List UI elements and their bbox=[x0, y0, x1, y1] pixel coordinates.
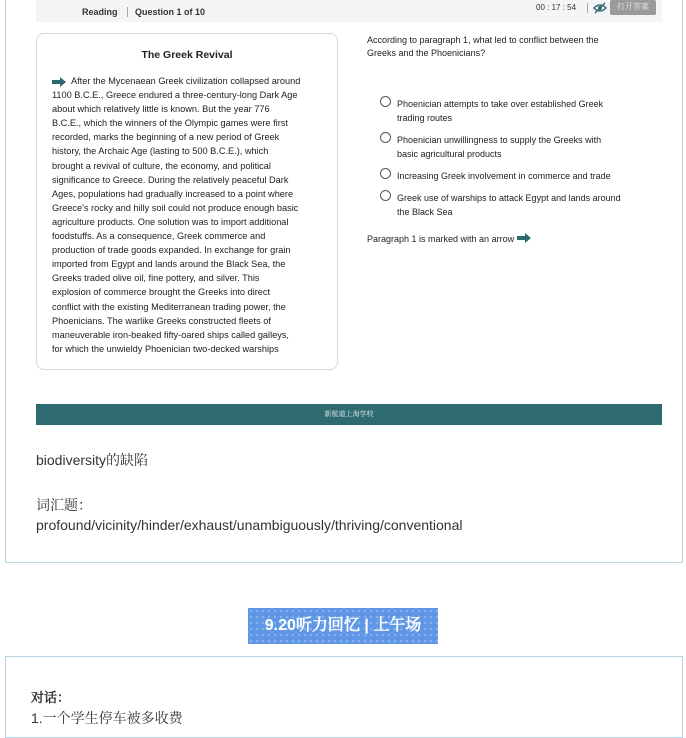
exam-screenshot bbox=[36, 0, 662, 418]
banner-title: 9.20听力回忆 | 上午场 bbox=[264, 617, 422, 634]
passage-body: After the Mycenaean Greek civilization collapsed around 1100 B.C.E., Greece endured a three-century-long Dark Age about which relatively little is known. But the year 776 B.C.E., which the winners of the Olympic games were first recorded, marks the beginning of a new period of Greek history, the Archaic Age (lasting to 500 B.C.E.), which brought a revival of culture, the economy, and political significance to Greece. During the relatively peaceful Dark Ages, populations had gradually increased to a point where Greece's rocky and hilly soil could not produce enough basic agriculture products. One solution was to import additional foodstuffs. As a consequence, Greek commerce and production of trade goods expanded. In exchange for grain imported from Egypt and lands around the Black Sea, the Greeks traded olive oil, fine pottery, and silver. This explosion of commerce brought the Greeks into direct conflict with the existing Mediterranean trading power, the Phoenicians. The warlike Greeks constructed fleets of maneuverable iron-beaked fifty-oared ships called galleys, for which the unwieldy Phoenician two-decked warships bbox=[52, 76, 301, 354]
watermark-footer-bar: 新航道上海学校 bbox=[36, 404, 662, 425]
exam-top-bar bbox=[36, 0, 662, 22]
answer-option-b[interactable] bbox=[380, 132, 650, 162]
question-counter: Question 1 of 10 bbox=[135, 7, 206, 17]
open-answer-button[interactable]: 打开答案 bbox=[610, 0, 656, 15]
paragraph-note bbox=[367, 233, 531, 244]
option-label: Phoenician attempts to take over established Greek trading routes bbox=[397, 99, 604, 124]
paragraph-note-text: Paragraph 1 is marked with an arrow bbox=[367, 234, 515, 244]
divider bbox=[587, 3, 588, 13]
radio-button[interactable] bbox=[380, 96, 391, 107]
answer-option-a[interactable] bbox=[380, 96, 650, 126]
dialogue-heading: 对话： bbox=[31, 690, 71, 705]
section-banner bbox=[248, 608, 438, 644]
arrow-icon bbox=[517, 233, 531, 243]
hide-timer-icon[interactable] bbox=[593, 2, 607, 14]
passage-text bbox=[52, 74, 336, 356]
timer: 00 : 17 : 54 bbox=[536, 3, 577, 12]
article-card-listening bbox=[5, 656, 683, 738]
answer-option-d[interactable] bbox=[380, 190, 650, 220]
topic-text: biodiversity的缺陷 bbox=[36, 452, 149, 468]
radio-button[interactable] bbox=[380, 132, 391, 143]
option-label: Increasing Greek involvement in commerce and trade bbox=[397, 171, 611, 181]
radio-button[interactable] bbox=[380, 190, 391, 201]
article-card bbox=[5, 0, 683, 563]
radio-button[interactable] bbox=[380, 168, 391, 179]
passage-panel[interactable] bbox=[36, 33, 338, 370]
dialogue-item: 1.一个学生停车被多收费 bbox=[31, 710, 183, 726]
option-label: Phoenician unwillingness to supply the Greeks with basic agricultural products bbox=[397, 135, 602, 160]
passage-title: The Greek Revival bbox=[141, 49, 233, 61]
vocab-heading: 词汇题： bbox=[36, 497, 92, 513]
section-label: Reading bbox=[82, 7, 118, 17]
question-text: According to paragraph 1, what led to conflict between the Greeks and the Phoenicians? bbox=[367, 35, 599, 59]
vocab-list: profound/vicinity/hinder/exhaust/unambiguously/thriving/conventional bbox=[36, 517, 463, 533]
divider bbox=[127, 7, 128, 17]
option-label: Greek use of warships to attack Egypt and lands around the Black Sea bbox=[397, 193, 621, 218]
